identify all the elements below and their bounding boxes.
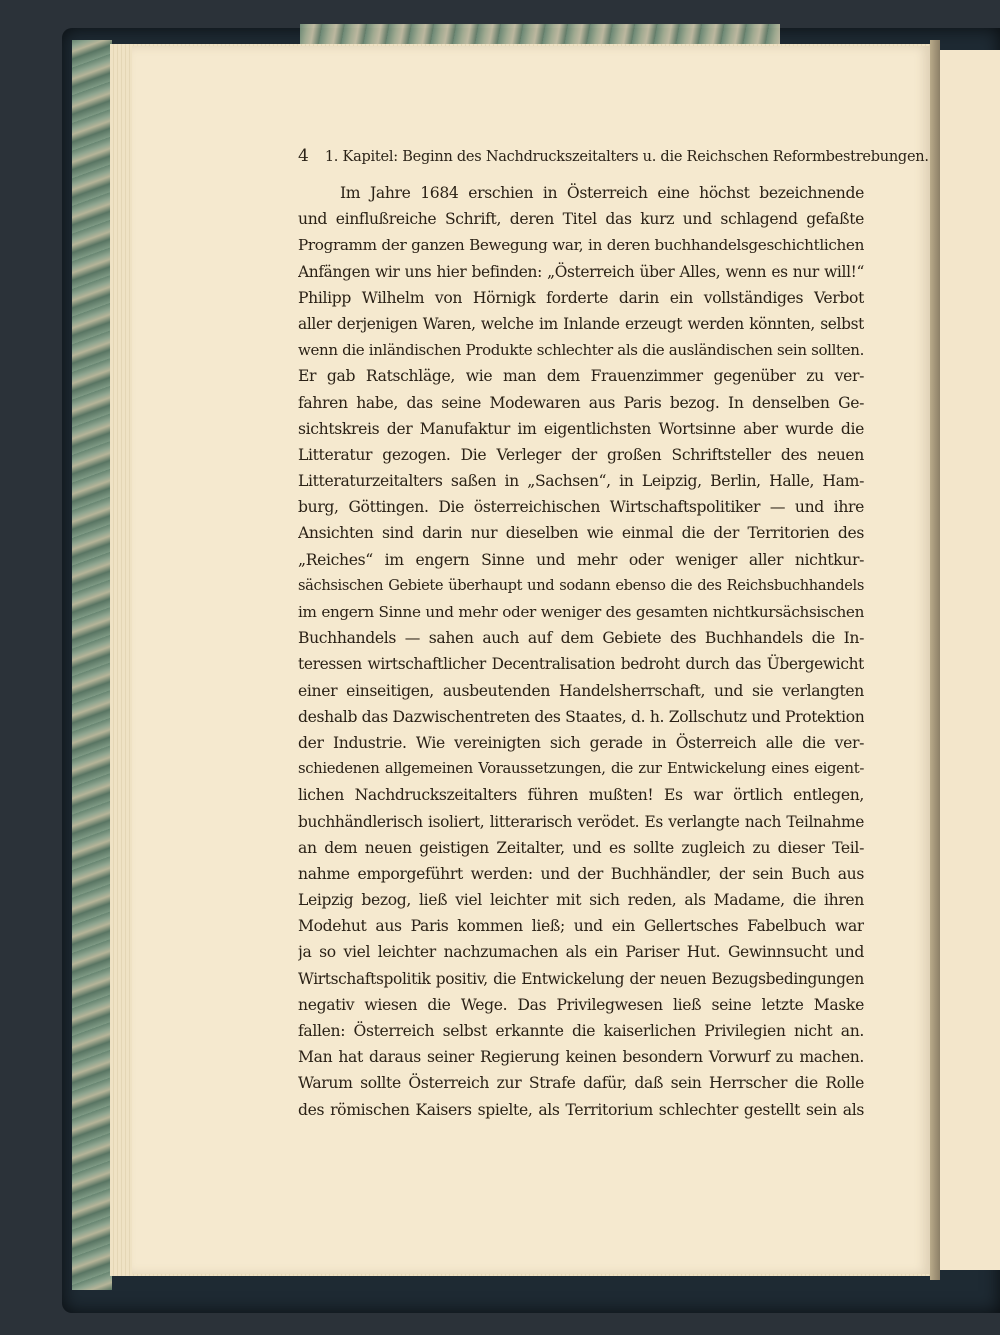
text-line: einer einseitigen, ausbeutenden Handelsherrschaft, und sie verlangten bbox=[298, 681, 864, 700]
text-line: buchhändlerisch isoliert, litterarisch verödet. Es verlangte nach Teilnahme bbox=[298, 812, 864, 831]
text-line: im engern Sinne und mehr oder weniger des gesamten nichtkursächsischen bbox=[298, 603, 864, 621]
text-line: teressen wirtschaftlicher Decentralisation bedroht durch das Übergewicht bbox=[298, 655, 864, 674]
running-head: 1. Kapitel: Beginn des Nachdruckszeitalters u. die Reichschen Reformbestrebungen. bbox=[324, 149, 929, 165]
marbled-endpaper-left bbox=[72, 40, 112, 1290]
book-gutter bbox=[930, 40, 940, 1280]
text-line: Litteraturzeitalters saßen in „Sachsen“, in Leipzig, Berlin, Halle, Ham- bbox=[298, 472, 864, 491]
text-line: fallen: Österreich selbst erkannte die kaiserlichen Privilegien nicht an. bbox=[298, 1022, 864, 1040]
text-line: deshalb das Dazwischentreten des Staates, d. h. Zollschutz und Protektion bbox=[298, 707, 864, 726]
page-number: 4 bbox=[298, 146, 309, 166]
text-line: Philipp Wilhelm von Hörnigk forderte darin ein vollständiges Verbot bbox=[298, 288, 864, 307]
text-line: Ansichten sind darin nur dieselben wie einmal die der Territorien des bbox=[298, 524, 864, 543]
text-line: „Reiches“ im engern Sinne und mehr oder weniger aller nichtkur- bbox=[298, 550, 864, 569]
text-line: Litteratur gezogen. Die Verleger der großen Schriftsteller des neuen bbox=[298, 445, 864, 464]
page-header bbox=[298, 146, 929, 172]
text-line: der Industrie. Wie vereinigten sich gerade in Österreich alle die ver- bbox=[298, 733, 864, 752]
text-line: nahme emporgeführt werden: und der Buchhändler, der sein Buch aus bbox=[298, 864, 864, 883]
body-text bbox=[298, 180, 864, 1123]
text-line: lichen Nachdruckszeitalters führen mußten! Es war örtlich entlegen, bbox=[298, 786, 864, 805]
text-line: Man hat daraus seiner Regierung keinen besondern Vorwurf zu machen. bbox=[298, 1048, 864, 1067]
text-line: Anfängen wir uns hier befinden: „Österreich über Alles, wenn es nur will!“ bbox=[298, 262, 864, 281]
text-line: negativ wiesen die Wege. Das Privilegwesen ließ seine letzte Maske bbox=[298, 995, 864, 1014]
facing-page bbox=[940, 50, 1000, 1270]
text-line: Er gab Ratschläge, wie man dem Frauenzimmer gegenüber zu ver- bbox=[298, 367, 864, 386]
text-line: ja so viel leichter nachzumachen als ein Pariser Hut. Gewinnsucht und bbox=[298, 943, 864, 962]
text-line: Leipzig bezog, ließ viel leichter mit sich reden, als Madame, die ihren bbox=[298, 891, 864, 910]
text-line: sichtskreis der Manufaktur im eigentlichsten Wortsinne aber wurde die bbox=[298, 419, 864, 438]
text-line: Programm der ganzen Bewegung war, in deren buchhandelsgeschichtlichen bbox=[298, 236, 864, 255]
text-line: sächsischen Gebiete überhaupt und sodann ebenso die des Reichsbuchhandels bbox=[298, 576, 864, 594]
text-line: des römischen Kaisers spielte, als Territorium schlechter gestellt sein als bbox=[298, 1100, 864, 1119]
text-line: aller derjenigen Waren, welche im Inlande erzeugt werden könnten, selbst bbox=[298, 314, 864, 333]
text-line: Im Jahre 1684 erschien in Österreich eine höchst bezeichnende bbox=[340, 184, 864, 202]
text-line: burg, Göttingen. Die österreichischen Wirtschaftspolitiker — und ihre bbox=[298, 498, 864, 517]
text-line: Warum sollte Österreich zur Strafe dafür, daß sein Herrscher die Rolle bbox=[298, 1074, 864, 1093]
text-line: Modehut aus Paris kommen ließ; und ein Gellertsches Fabelbuch war bbox=[298, 917, 864, 936]
text-line: und einflußreiche Schrift, deren Titel das kurz und schlagend gefaßte bbox=[298, 210, 864, 229]
text-line: an dem neuen geistigen Zeitalter, und es sollte zugleich zu dieser Teil- bbox=[298, 838, 864, 857]
text-line: wenn die inländischen Produkte schlechter als die ausländischen sein sollten. bbox=[298, 341, 864, 360]
text-line: fahren habe, das seine Modewaren aus Paris bezog. In denselben Ge- bbox=[298, 393, 864, 412]
text-line: schiedenen allgemeinen Voraussetzungen, die zur Entwickelung eines eigent- bbox=[298, 760, 864, 778]
text-line: Wirtschaftspolitik positiv, die Entwickelung der neuen Bezugsbedingungen bbox=[298, 969, 864, 988]
text-line: Buchhandels — sahen auch auf dem Gebiete des Buchhandels die In- bbox=[298, 629, 864, 648]
